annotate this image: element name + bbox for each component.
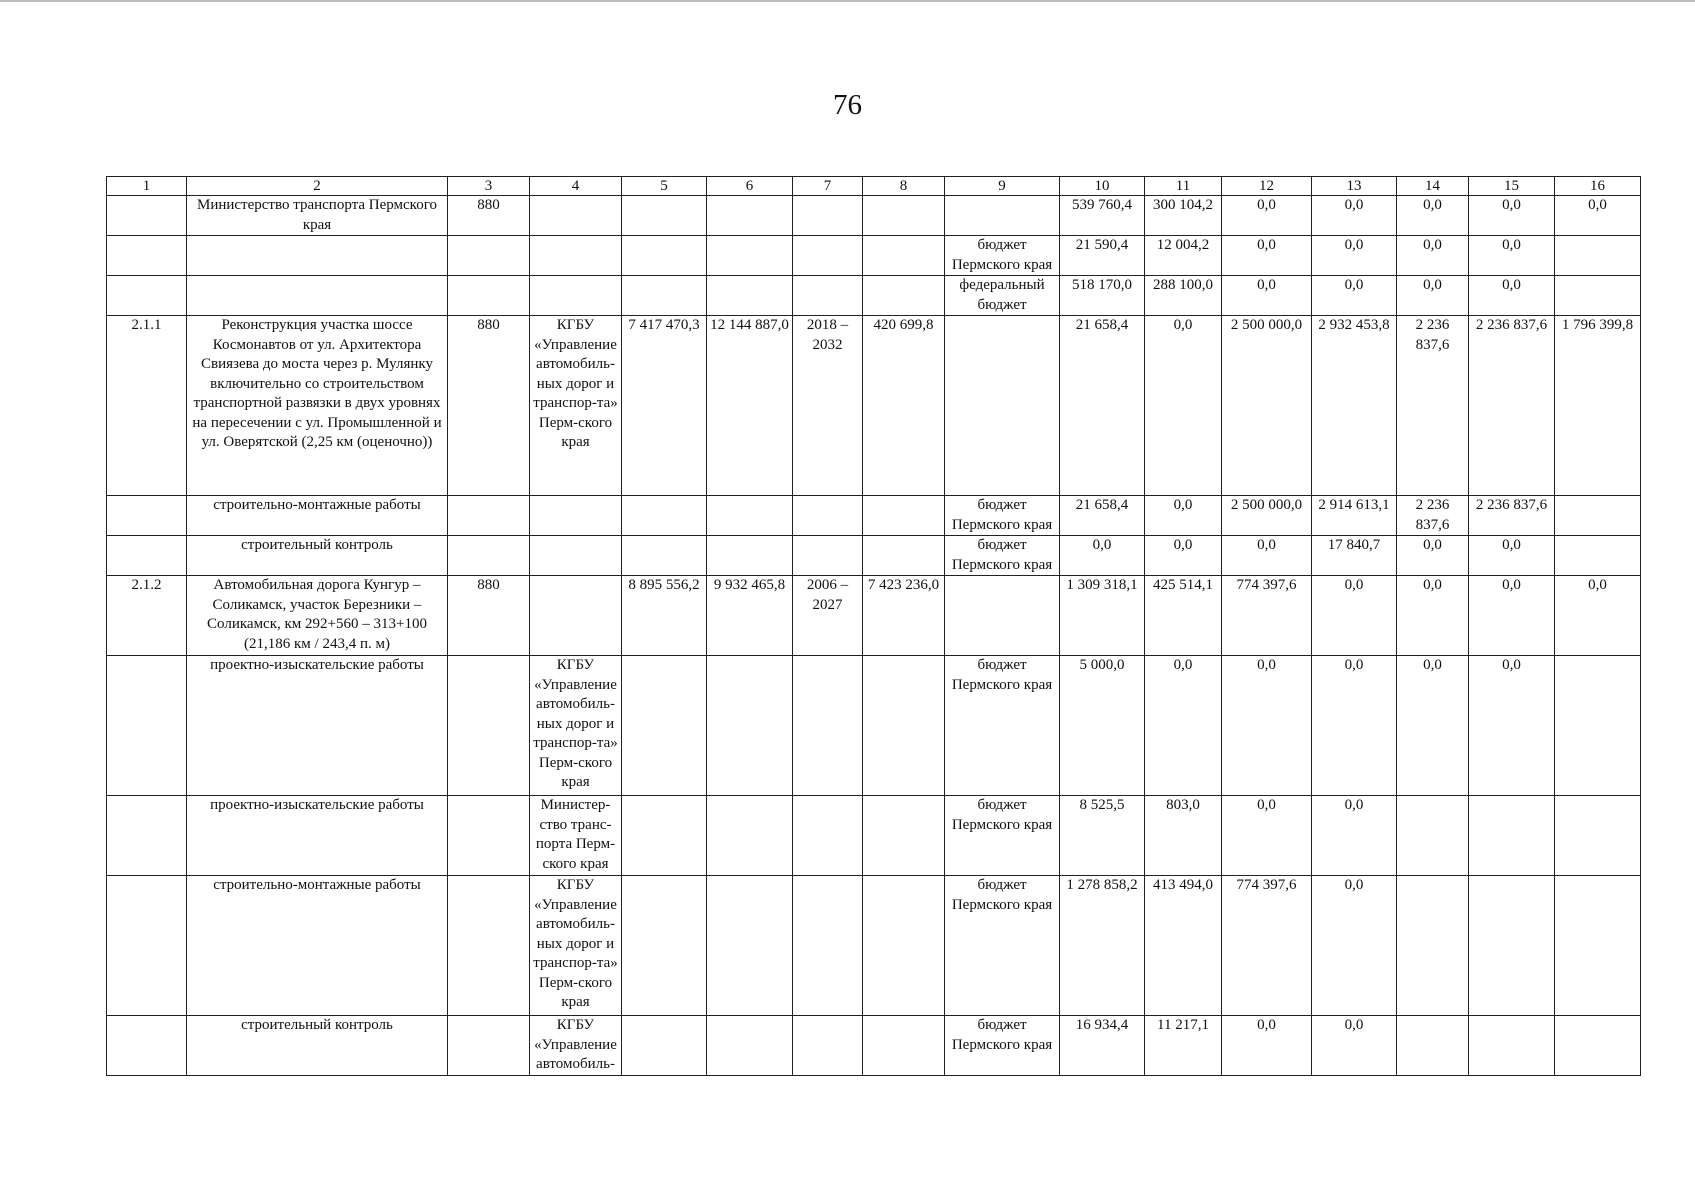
table-cell (1555, 796, 1641, 876)
table-cell (622, 656, 707, 796)
column-number: 6 (707, 177, 793, 196)
table-cell: КГБУ «Управление автомобиль-ных дорог и транспор-та» Перм-ского края (530, 876, 622, 1016)
table-cell: бюджет Пермского края (945, 496, 1060, 536)
column-number: 13 (1312, 177, 1397, 196)
table-cell: 880 (448, 196, 530, 236)
table-cell (793, 196, 863, 236)
table-cell: 2.1.2 (107, 576, 187, 656)
table-cell: 0,0 (1312, 276, 1397, 316)
table-cell: Министер-ство транс-порта Перм-ского края (530, 796, 622, 876)
table-cell: 0,0 (1145, 496, 1222, 536)
column-number: 15 (1469, 177, 1555, 196)
table-cell: КГБУ «Управление автомобиль-ных дорог и транспор-та» Перм-ского края (530, 316, 622, 496)
table-cell (530, 236, 622, 276)
table-cell: 0,0 (1555, 196, 1641, 236)
table-cell: 425 514,1 (1145, 576, 1222, 656)
table-cell: 2.1.1 (107, 316, 187, 496)
table-cell: 2 236 837,6 (1397, 496, 1469, 536)
column-number: 3 (448, 177, 530, 196)
table-cell (1397, 1016, 1469, 1076)
table-cell: строительный контроль (187, 536, 448, 576)
column-number: 10 (1060, 177, 1145, 196)
table-cell: 0,0 (1469, 276, 1555, 316)
column-number: 2 (187, 177, 448, 196)
table-row (107, 316, 1641, 496)
table-cell (622, 796, 707, 876)
table-cell: 7 417 470,3 (622, 316, 707, 496)
table-cell: 12 144 887,0 (707, 316, 793, 496)
table-cell (622, 276, 707, 316)
column-number: 7 (793, 177, 863, 196)
table-cell: 0,0 (1312, 236, 1397, 276)
scan-edge (0, 0, 1695, 2)
table-cell (530, 536, 622, 576)
table-cell (107, 796, 187, 876)
table-cell: 16 934,4 (1060, 1016, 1145, 1076)
table-cell: 0,0 (1469, 656, 1555, 796)
table-cell: 2 500 000,0 (1222, 316, 1312, 496)
table-cell: 2 236 837,6 (1397, 316, 1469, 496)
table-cell (448, 276, 530, 316)
table-cell: 288 100,0 (1145, 276, 1222, 316)
table-cell (448, 876, 530, 1016)
table-cell (1555, 656, 1641, 796)
column-number: 14 (1397, 177, 1469, 196)
table-cell (793, 496, 863, 536)
table-cell: 518 170,0 (1060, 276, 1145, 316)
table-cell: 0,0 (1145, 316, 1222, 496)
table-row (107, 796, 1641, 876)
table-cell: 0,0 (1397, 276, 1469, 316)
table-cell (707, 236, 793, 276)
table-cell (793, 1016, 863, 1076)
table-cell: 413 494,0 (1145, 876, 1222, 1016)
table-cell: 0,0 (1222, 196, 1312, 236)
table-cell (622, 1016, 707, 1076)
table-cell (448, 236, 530, 276)
table-cell: 0,0 (1397, 656, 1469, 796)
table-cell (793, 876, 863, 1016)
table-cell (530, 276, 622, 316)
table-cell: 774 397,6 (1222, 876, 1312, 1016)
table-cell: 880 (448, 316, 530, 496)
table-cell (107, 876, 187, 1016)
table-cell: федеральный бюджет (945, 276, 1060, 316)
table-cell (187, 236, 448, 276)
table-cell: 0,0 (1060, 536, 1145, 576)
table-cell (622, 496, 707, 536)
table-cell: 0,0 (1145, 656, 1222, 796)
table-cell: 21 590,4 (1060, 236, 1145, 276)
table-cell (107, 656, 187, 796)
table-cell (707, 496, 793, 536)
table-row (107, 656, 1641, 796)
table-cell: 0,0 (1397, 536, 1469, 576)
table-cell: 0,0 (1222, 796, 1312, 876)
column-number: 8 (863, 177, 945, 196)
table-cell (187, 276, 448, 316)
table-row (107, 1016, 1641, 1076)
table-cell (530, 576, 622, 656)
table-cell: бюджет Пермского края (945, 1016, 1060, 1076)
table-cell (107, 496, 187, 536)
table-cell: бюджет Пермского края (945, 876, 1060, 1016)
table-cell: 2018 – 2032 (793, 316, 863, 496)
table-cell: 12 004,2 (1145, 236, 1222, 276)
table-cell (863, 656, 945, 796)
table-cell (530, 496, 622, 536)
table-cell: 1 278 858,2 (1060, 876, 1145, 1016)
table-cell: 420 699,8 (863, 316, 945, 496)
column-number-row (107, 177, 1641, 196)
table-cell (448, 496, 530, 536)
table-cell (793, 536, 863, 576)
table-cell: 0,0 (1312, 796, 1397, 876)
table-cell: 8 895 556,2 (622, 576, 707, 656)
table-cell: 0,0 (1469, 576, 1555, 656)
table-cell: 300 104,2 (1145, 196, 1222, 236)
table-cell: 5 000,0 (1060, 656, 1145, 796)
table-cell: 0,0 (1312, 576, 1397, 656)
table-cell: Реконструкция участка шоссе Космонавтов от ул. Архитектора Свиязева до моста через р. Мулянку включительно со строительством транспортной развязки в двух уровнях на пересечении с ул. Промышленной и ул. Оверятской (2,25 км (оценочно)) (187, 316, 448, 496)
table-cell (793, 276, 863, 316)
table-cell (530, 196, 622, 236)
table-cell (945, 196, 1060, 236)
table-cell (707, 536, 793, 576)
table-cell (107, 536, 187, 576)
table-cell: 17 840,7 (1312, 536, 1397, 576)
table-cell: 0,0 (1555, 576, 1641, 656)
table-cell: 21 658,4 (1060, 316, 1145, 496)
table-cell: проектно-изыскательские работы (187, 656, 448, 796)
table-cell (863, 276, 945, 316)
table-cell (107, 276, 187, 316)
table-cell: 0,0 (1397, 236, 1469, 276)
table-cell: бюджет Пермского края (945, 796, 1060, 876)
table-cell: 0,0 (1312, 656, 1397, 796)
table-cell: 7 423 236,0 (863, 576, 945, 656)
table-cell (107, 236, 187, 276)
table-cell: 803,0 (1145, 796, 1222, 876)
table-cell (622, 196, 707, 236)
table-cell: 0,0 (1469, 196, 1555, 236)
table-cell (448, 1016, 530, 1076)
table-cell (707, 276, 793, 316)
table-cell (863, 236, 945, 276)
table-cell (107, 1016, 187, 1076)
table-cell (622, 536, 707, 576)
table-cell: 8 525,5 (1060, 796, 1145, 876)
table-cell (863, 796, 945, 876)
table-cell: 0,0 (1222, 1016, 1312, 1076)
column-number: 9 (945, 177, 1060, 196)
table-cell (793, 796, 863, 876)
table-cell: 0,0 (1397, 576, 1469, 656)
table-cell: 0,0 (1222, 656, 1312, 796)
table-cell: 2 932 453,8 (1312, 316, 1397, 496)
table-cell (1555, 496, 1641, 536)
table-cell: бюджет Пермского края (945, 656, 1060, 796)
table-cell: 2 236 837,6 (1469, 316, 1555, 496)
table-cell: 0,0 (1469, 236, 1555, 276)
table-cell: КГБУ «Управление автомобиль- (530, 1016, 622, 1076)
table-cell (448, 656, 530, 796)
table-cell: 0,0 (1469, 536, 1555, 576)
table-cell: 2 236 837,6 (1469, 496, 1555, 536)
table-cell: 0,0 (1145, 536, 1222, 576)
table-cell (707, 656, 793, 796)
table-row (107, 876, 1641, 1016)
table-cell (863, 496, 945, 536)
table-cell: проектно-изыскательские работы (187, 796, 448, 876)
table-cell: 0,0 (1312, 1016, 1397, 1076)
table-cell (863, 1016, 945, 1076)
table-cell: 0,0 (1222, 276, 1312, 316)
table-cell: 2006 – 2027 (793, 576, 863, 656)
table-cell: 1 796 399,8 (1555, 316, 1641, 496)
table-cell: бюджет Пермского края (945, 536, 1060, 576)
table-cell: 880 (448, 576, 530, 656)
table-cell (863, 876, 945, 1016)
table-row (107, 236, 1641, 276)
table-cell (1555, 1016, 1641, 1076)
table-cell: строительно-монтажные работы (187, 876, 448, 1016)
table-cell: 0,0 (1397, 196, 1469, 236)
table-cell: 774 397,6 (1222, 576, 1312, 656)
column-number: 1 (107, 177, 187, 196)
budget-table (106, 176, 1641, 1076)
table-cell (1469, 1016, 1555, 1076)
table-cell (448, 536, 530, 576)
table-cell (707, 796, 793, 876)
table-cell: 1 309 318,1 (1060, 576, 1145, 656)
table-cell: 539 760,4 (1060, 196, 1145, 236)
page-number: 76 (833, 89, 862, 121)
table-cell (1555, 876, 1641, 1016)
table-cell (707, 1016, 793, 1076)
table-cell: Автомобильная дорога Кунгур – Соликамск, участок Березники – Соликамск, км 292+560 – 313+100 (21,186 км / 243,4 п. м) (187, 576, 448, 656)
table-cell (622, 236, 707, 276)
table-cell (448, 796, 530, 876)
column-number: 5 (622, 177, 707, 196)
column-number: 12 (1222, 177, 1312, 196)
table-cell (622, 876, 707, 1016)
column-number: 11 (1145, 177, 1222, 196)
table-row (107, 196, 1641, 236)
table-cell (863, 536, 945, 576)
column-number: 16 (1555, 177, 1641, 196)
table-cell (1469, 876, 1555, 1016)
table-cell (707, 196, 793, 236)
table-cell (793, 236, 863, 276)
table-cell: 2 914 613,1 (1312, 496, 1397, 536)
table-cell: строительный контроль (187, 1016, 448, 1076)
table-cell: 21 658,4 (1060, 496, 1145, 536)
table-cell (707, 876, 793, 1016)
table-cell (863, 196, 945, 236)
table-row (107, 496, 1641, 536)
table-cell (793, 656, 863, 796)
table-cell: 0,0 (1312, 876, 1397, 1016)
table-cell (945, 576, 1060, 656)
table-row (107, 536, 1641, 576)
table-cell: строительно-монтажные работы (187, 496, 448, 536)
table-cell (1555, 276, 1641, 316)
table-cell (1555, 536, 1641, 576)
table-cell: бюджет Пермского края (945, 236, 1060, 276)
table-row (107, 576, 1641, 656)
table-cell: 0,0 (1222, 536, 1312, 576)
table-cell: 11 217,1 (1145, 1016, 1222, 1076)
table-row (107, 276, 1641, 316)
table-cell: Министерство транспорта Пермского края (187, 196, 448, 236)
table-cell: 9 932 465,8 (707, 576, 793, 656)
table-cell: 0,0 (1312, 196, 1397, 236)
table-cell: 0,0 (1222, 236, 1312, 276)
table-cell (945, 316, 1060, 496)
table-cell: 2 500 000,0 (1222, 496, 1312, 536)
table-cell (1397, 796, 1469, 876)
table-cell (1555, 236, 1641, 276)
table-cell (1397, 876, 1469, 1016)
table-cell (107, 196, 187, 236)
column-number: 4 (530, 177, 622, 196)
table-cell (1469, 796, 1555, 876)
table-cell: КГБУ «Управление автомобиль-ных дорог и транспор-та» Перм-ского края (530, 656, 622, 796)
